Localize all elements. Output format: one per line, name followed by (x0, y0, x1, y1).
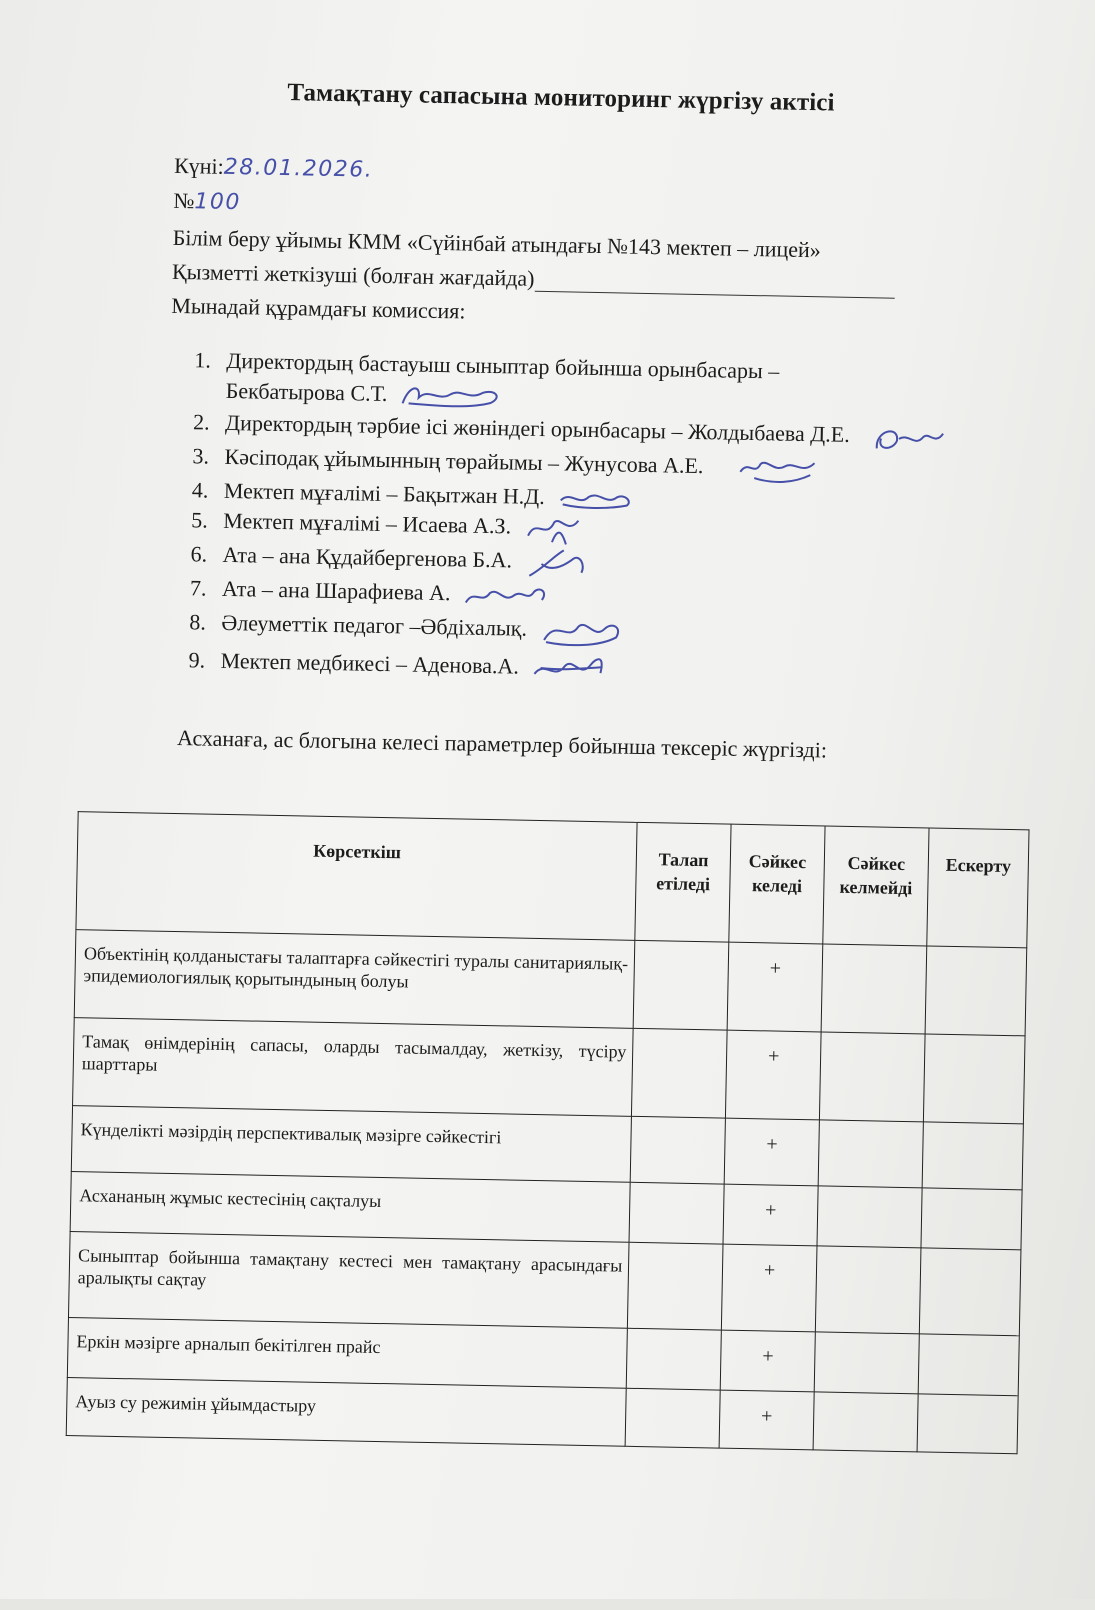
member-text: Ата – ана Құдайбергенова Б.А. (222, 541, 513, 573)
member-text: Кәсіподақ ұйымынның төрайымы – Жунусова А.Е. (224, 443, 704, 479)
inspection-intro: Асханаға, ас блогына келесі параметрлер бойынша тексеріс жүргізді: (176, 725, 828, 763)
member-text: Директордың тәрбие ісі жөніндегі орынбасары – Жолдыбаева Д.Е. (224, 409, 850, 447)
date-line (174, 153, 374, 183)
document-title: Тамақтану сапасына мониторинг жүргізу актісі (287, 79, 835, 117)
supplier-blank (534, 271, 894, 299)
table-header-row (76, 812, 1029, 948)
commission-member: 4. Мектеп мұғалімі – Бақытжан Н.Д. (192, 475, 949, 520)
commission-member: 5. Мектеп мұғалімі – Исаева А.З. (191, 505, 948, 554)
member-text: Әлеуметтік педагог –Әбдіхалық. (221, 609, 528, 641)
note-cell (917, 1394, 1018, 1454)
signature-icon (538, 612, 629, 652)
required-cell (632, 1028, 728, 1118)
not-complies-cell (817, 1186, 922, 1248)
signature-icon (399, 381, 510, 413)
date-value: 28.01.2026. (223, 154, 374, 183)
required-cell (625, 1388, 720, 1448)
criterion-cell: Асхананың жұмыс кестесінің сақталуы (70, 1172, 630, 1243)
commission-member: 6. Ата – ана Құдайбергенова Б.А. (190, 539, 947, 588)
not-complies-cell (818, 1120, 923, 1188)
note-cell (921, 1188, 1022, 1250)
organization-line: Білім беру ұйымы КММ «Сүйінбай атындағы №143 мектеп – лицей» (172, 224, 822, 263)
required-cell (626, 1328, 721, 1390)
member-text: Директордың бастауыш сыныптар бойынша орынбасары – Бекбатырова С.Т. (225, 347, 780, 406)
commission-member: 8. Әлеуметтік педагог –Әбдіхалық. (189, 605, 946, 658)
criterion-cell: Ауыз су режимін ұйымдастыру (66, 1378, 626, 1447)
supplier-label: Қызметті жеткізуші (болған жағдайда) (171, 258, 535, 291)
criterion-cell: Сыныптар бойынша тамақтану кестесі мен тамақтану арасындағы аралықты сақтау (68, 1232, 629, 1329)
member-text: Мектеп мұғалімі – Исаева А.З. (223, 507, 512, 539)
complies-cell: + (724, 1118, 819, 1186)
number-value: 100 (194, 189, 242, 216)
commission-label: Мынадай құрамдағы комиссия: (171, 292, 466, 324)
complies-cell: + (727, 942, 823, 1032)
complies-cell: + (726, 1030, 822, 1120)
required-cell (633, 940, 729, 1030)
complies-cell: + (719, 1390, 814, 1450)
not-complies-cell (815, 1246, 921, 1334)
note-cell (918, 1334, 1019, 1396)
number-line (173, 188, 241, 215)
commission-member: 3. Кәсіподақ ұйымынның төрайымы – Жунусова А.Е. (192, 441, 949, 490)
criterion-cell: Объектінің қолданыстағы талаптарға сәйкестігі туралы санитариялық-эпидемиологиялық қорытындының болуы (74, 930, 635, 1029)
criterion-cell: Еркін мәзірге арналып бекітілген прайс (67, 1318, 627, 1389)
date-label: Күні: (173, 152, 225, 179)
member-text: Мектеп медбикесі – Аденова.А. (220, 647, 520, 679)
complies-cell: + (723, 1184, 818, 1246)
header-note: Ескерту (927, 828, 1029, 948)
criterion-cell: Күнделікті мәзірдің перспективалық мәзірге сәйкестігі (71, 1106, 631, 1183)
required-cell (628, 1242, 724, 1330)
not-complies-cell (821, 944, 927, 1034)
note-cell (925, 946, 1027, 1036)
commission-member: 2. Директордың тәрбие ісі жөніндегі орынбасары – Жолдыбаева Д.Е. (193, 407, 950, 456)
signature-icon (556, 486, 636, 514)
signature-icon (869, 420, 950, 456)
complies-cell: + (721, 1244, 817, 1332)
note-cell (919, 1248, 1021, 1336)
number-label: № (173, 187, 195, 214)
signature-icon (523, 546, 594, 581)
supplier-line (172, 259, 895, 299)
commission-member: 7. Ата – ана Шарафиева А. (190, 573, 947, 619)
signature-icon (462, 580, 553, 612)
header-required: Талап етіледі (635, 822, 731, 942)
note-cell (923, 1034, 1025, 1124)
header-indicator: Көрсеткіш (76, 812, 637, 941)
inspection-table (66, 811, 1030, 1454)
member-text: Ата – ана Шарафиева А. (221, 575, 451, 606)
header-complies: Сәйкес келеді (729, 824, 825, 944)
header-not-complies: Сәйкес келмейді (823, 826, 929, 946)
criterion-cell: Тамақ өнімдерінің сапасы, оларды тасымалдау, жеткізу, түсіру шарттары (73, 1018, 634, 1117)
required-cell (630, 1116, 725, 1184)
complies-cell: + (720, 1330, 815, 1392)
not-complies-cell (814, 1332, 919, 1394)
commission-member: 1. Директордың бастауыш сыныптар бойынша орынбасары – Бекбатырова С.Т. (193, 345, 950, 421)
required-cell (629, 1182, 724, 1244)
note-cell (922, 1122, 1023, 1190)
signature-icon (530, 650, 611, 690)
not-complies-cell (819, 1032, 925, 1122)
not-complies-cell (813, 1392, 918, 1452)
commission-list (188, 345, 950, 695)
member-text: Мектеп мұғалімі – Бақытжан Н.Д. (223, 477, 546, 509)
commission-member: 9. Мектеп медбикесі – Аденова.А. (188, 643, 945, 696)
signature-icon (735, 452, 826, 488)
signature-icon (522, 512, 593, 547)
